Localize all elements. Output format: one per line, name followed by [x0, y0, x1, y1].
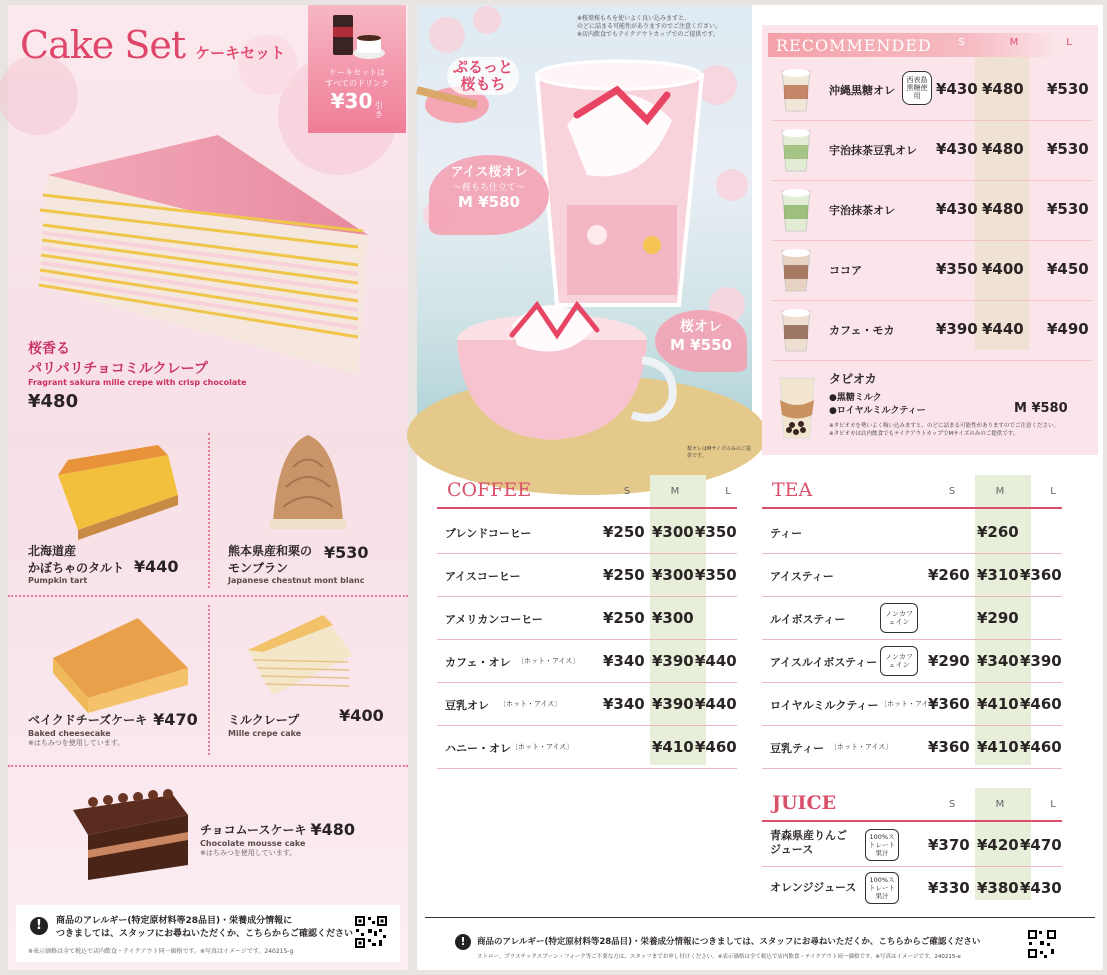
allergy-line2: つきましては、スタッフにお尋ねいただくか、こちらからご確認ください [56, 929, 354, 939]
drink-cup-photo [774, 185, 818, 235]
price-l: ¥490 [1047, 320, 1089, 338]
featured-name-line2: パリパリチョコミルクレープ [28, 361, 208, 377]
recommended-section [762, 25, 1098, 455]
price-s: ¥250 [603, 609, 645, 627]
recommended-item-name: ココア [829, 264, 862, 277]
cake-note: ※はちみつを使用しています。 [200, 849, 297, 857]
size-l: L [1050, 486, 1056, 497]
size-l: L [1066, 37, 1072, 48]
drink-discount-suffix: 引き [374, 101, 383, 119]
price-m: ¥480 [982, 80, 1024, 98]
row-divider [772, 240, 1092, 241]
cake-card-1 [228, 542, 369, 585]
coffee-section [437, 475, 742, 775]
hot-ice-tag: 〔ホット・アイス〕 [499, 700, 562, 708]
price-m: ¥410 [977, 738, 1019, 756]
promo-drink2-price: M ¥550 [670, 336, 732, 354]
right-allergy-text: 商品のアレルギー(特定原材料等28品目)・栄養成分情報につきましては、スタッフにお尋ねいただくか、こちらからご確認ください [477, 937, 981, 947]
origin-badge: 西表島黒糖使用 [902, 71, 932, 105]
promo-catch [447, 57, 519, 95]
price-m: ¥310 [977, 566, 1019, 584]
straight-juice-badge: 100%ストレート果汁 [865, 872, 899, 904]
tea-section [762, 475, 1067, 775]
promo-drink1-sub: 〜桜もち仕立て〜 [452, 183, 525, 193]
coffee-item [437, 726, 737, 769]
cake-card-3 [228, 706, 384, 738]
price-s: ¥250 [603, 566, 645, 584]
price-l: ¥530 [1047, 140, 1089, 158]
cake-name-line1: 北海道産 [28, 544, 77, 558]
tapioca-option2: ●ロイヤルミルクティー [829, 406, 926, 416]
cake-name-line1: 熊本県産和栗の [228, 544, 313, 558]
cake-card-4 [200, 820, 355, 858]
cake-name-en: Mille crepe cake [228, 729, 302, 738]
price-m: ¥480 [982, 200, 1024, 218]
row-divider [772, 120, 1092, 121]
price-m: ¥410 [977, 695, 1019, 713]
tapioca-price: M ¥580 [1014, 401, 1068, 416]
drink-cup-photo [774, 245, 818, 295]
drink-note-line1: ケーキセットは [329, 68, 385, 77]
price-s: ¥430 [936, 80, 978, 98]
qr-code-icon[interactable] [1027, 929, 1057, 959]
price-l: ¥460 [695, 738, 737, 756]
recommended-size-header [939, 37, 1099, 48]
sakura-mille-crepe-photo [18, 115, 398, 375]
drink-cup-photo [774, 305, 818, 355]
juice-item [762, 867, 1062, 910]
divider-vertical [208, 605, 210, 755]
juice-item-name [770, 829, 847, 857]
baked-cheesecake-photo [48, 613, 198, 703]
coffee-item [437, 683, 737, 726]
cake-set-panel [8, 5, 408, 970]
cake-name-line2: ベイクドチーズケーキ [28, 713, 148, 727]
row-divider [437, 768, 737, 769]
price-l: ¥460 [1020, 695, 1062, 713]
coffee-item-name: ハニー・オレ [445, 742, 511, 755]
row-divider [762, 768, 1062, 769]
coffee-item-name: アイスコーヒー [445, 570, 521, 583]
price-s: ¥360 [928, 695, 970, 713]
coffee-size-header [607, 486, 753, 497]
price-l: ¥360 [1020, 566, 1062, 584]
promo-note-line2: のどに詰まる可能性がありますのでご注意ください。 [577, 23, 722, 30]
coffee-item [437, 640, 737, 683]
price-s: ¥250 [603, 523, 645, 541]
tapioca-notes [829, 422, 1094, 438]
divider-horizontal [8, 765, 408, 767]
cake-name-en: Japanese chestnut mont blanc [228, 576, 365, 585]
tea-item-name: ロイヤルミルクティー [770, 699, 879, 712]
size-s: S [948, 486, 956, 497]
recommended-title: RECOMMENDED [776, 35, 932, 55]
price-m: ¥340 [977, 652, 1019, 670]
mille-crepe-photo [243, 610, 363, 700]
cake-set-title: Cake Set [20, 23, 186, 67]
drink-cup-photo [774, 65, 818, 115]
size-m: M [995, 799, 1005, 810]
tea-item [762, 511, 1062, 554]
price-l: ¥460 [1020, 738, 1062, 756]
size-s: S [958, 37, 965, 48]
size-m: M [995, 486, 1005, 497]
right-footnote: ストロー、プラスチックスプーン・フォーク等ご不要な方は、スタッフまでお申し付けください。※表示価格は全て税込で店内飲食・テイクアウト同一価格です。※写真はイメージです。240215-e [477, 954, 961, 960]
mont-blanc-photo [258, 427, 358, 537]
recommended-item [762, 123, 1098, 179]
tea-item [762, 640, 1062, 683]
row-divider [772, 360, 1092, 361]
coffee-item [437, 597, 737, 640]
coffee-header-rule [437, 507, 737, 509]
price-s: ¥290 [928, 652, 970, 670]
tea-item [762, 554, 1062, 597]
sakura-drink-promo [417, 5, 752, 459]
cake-name-en: Baked cheesecake [28, 729, 111, 738]
tapioca-option1: ●黒糖ミルク [829, 393, 882, 403]
coffee-item [437, 511, 737, 554]
price-s: ¥260 [928, 566, 970, 584]
featured-price: ¥480 [28, 391, 79, 412]
tea-item-name: 豆乳ティー [770, 742, 825, 755]
juice-item [762, 824, 1062, 867]
cake-name-en: Chocolate mousse cake [200, 839, 306, 848]
price-m: ¥390 [652, 695, 694, 713]
promo-drink1-price: M ¥580 [458, 193, 520, 211]
promo-catch-line1: ぷるっと [453, 58, 514, 76]
price-m: ¥260 [977, 523, 1019, 541]
cake-price: ¥440 [134, 557, 179, 576]
drink-discount-value: ¥30 [330, 89, 373, 113]
drink-note-line2: すべてのドリンク [325, 79, 389, 88]
price-m: ¥300 [652, 523, 694, 541]
tea-item-name: アイスルイボスティー [770, 656, 878, 669]
chocolate-mousse-cake-photo [63, 780, 193, 880]
price-m: ¥380 [977, 879, 1019, 897]
pumpkin-tart-photo [48, 435, 188, 535]
price-s: ¥430 [936, 200, 978, 218]
coffee-item [437, 554, 737, 597]
price-l: ¥430 [1020, 879, 1062, 897]
price-s: ¥340 [603, 695, 645, 713]
tapioca-drink-photo [774, 370, 820, 440]
size-l: L [725, 486, 731, 497]
allergy-line1: 商品のアレルギー(特定原材料等28品目)・栄養成分情報に [56, 916, 293, 926]
cake-name-line2: モンブラン [228, 561, 289, 575]
coffee-item-name: アメリカンコーヒー [445, 613, 543, 626]
hot-ice-tag: 〔ホット・アイス〕 [830, 743, 893, 751]
size-s: S [623, 486, 631, 497]
promo-drink2-tag [655, 310, 747, 372]
tapioca-name: タピオカ [829, 372, 877, 386]
recommended-item-name: 宇治抹茶豆乳オレ [829, 144, 917, 157]
tea-item-name: ティー [770, 527, 803, 540]
cake-note: ※はちみつを使用しています。 [28, 739, 125, 747]
featured-name-en: Fragrant sakura mille crepe with crisp chocolate [28, 378, 247, 387]
price-s: ¥350 [936, 260, 978, 278]
divider-horizontal [8, 595, 408, 597]
promo-notes [577, 15, 721, 39]
price-l: ¥390 [1020, 652, 1062, 670]
recommended-item-name: カフェ・モカ [829, 324, 895, 337]
tea-header-rule [762, 507, 1062, 509]
coffee-item-name: カフェ・オレ [445, 656, 511, 669]
price-m: ¥420 [977, 836, 1019, 854]
allergy-footer [16, 905, 400, 962]
cake-set-title-jp: ケーキセット [195, 44, 286, 62]
price-m: ¥300 [652, 609, 694, 627]
juice-header-rule [762, 820, 1062, 822]
tea-item-name: ルイボスティー [770, 613, 846, 626]
promo-drink1-name: アイス桜オレ [450, 165, 528, 180]
price-s: ¥430 [936, 140, 978, 158]
price-l: ¥530 [1047, 80, 1089, 98]
juice-size-header [932, 799, 1078, 810]
tea-size-header [932, 486, 1078, 497]
recommended-item-name: 宇治抹茶オレ [829, 204, 895, 217]
drink-menu-panel [417, 5, 1103, 970]
cake-card-2 [28, 710, 198, 748]
cake-price: ¥530 [324, 543, 369, 562]
warning-icon: ! [455, 934, 471, 950]
row-divider [772, 300, 1092, 301]
cake-price: ¥470 [153, 710, 198, 729]
price-l: ¥450 [1047, 260, 1089, 278]
tapioca-item [762, 370, 1098, 455]
straight-juice-badge: 100%ストレート果汁 [865, 829, 899, 861]
warning-icon: ! [30, 917, 48, 935]
price-m: ¥290 [977, 609, 1019, 627]
tea-item [762, 726, 1062, 769]
hot-ice-tag: 〔ホット・アイス〕 [880, 700, 943, 708]
cake-set-header [20, 23, 285, 67]
row-divider [772, 180, 1092, 181]
tapioca-note2: ※タピオカは店内飲食でもテイクアウトカップでMサイズのみのご提供です。 [829, 431, 1019, 437]
promo-photo-note: 桜オレはMサイズのみのご提供です。 [687, 446, 751, 459]
recommended-item [762, 183, 1098, 239]
promo-drink1-tag [429, 155, 549, 235]
tea-item-name: アイスティー [770, 570, 834, 583]
size-m: M [1009, 37, 1019, 48]
size-s: S [948, 799, 956, 810]
cake-card-0 [28, 542, 179, 585]
cake-name-line2: かぼちゃのタルト [28, 561, 125, 575]
price-l: ¥470 [1020, 836, 1062, 854]
non-caffeine-badge: ノンカフェイン [880, 646, 918, 676]
cake-price: ¥400 [339, 706, 384, 725]
allergy-text [56, 915, 353, 941]
price-m: ¥410 [652, 738, 694, 756]
price-l: ¥350 [695, 566, 737, 584]
coffee-cup-icon [327, 11, 387, 65]
juice-section [762, 788, 1067, 908]
coffee-title: COFFEE [447, 479, 532, 501]
coffee-item-name: ブレンドコーヒー [445, 527, 532, 540]
price-m: ¥440 [982, 320, 1024, 338]
promo-note-line3: ※店内飲食でもテイクアウトカップでのご提供です。 [577, 31, 719, 38]
non-caffeine-badge: ノンカフェイン [880, 603, 918, 633]
juice-name-line1: 青森県産りんご [770, 829, 847, 842]
footnote: ※表示価格は全て税込で店内飲食・テイクアウト同一価格です。※写真はイメージです。240215-g [28, 948, 294, 955]
hot-ice-tag: 〔ホット・アイス〕 [517, 657, 580, 665]
tea-title: TEA [772, 479, 813, 501]
drink-cup-photo [774, 125, 818, 175]
cake-name-line2: ミルクレープ [228, 713, 300, 727]
price-l: ¥530 [1047, 200, 1089, 218]
coffee-item-name: 豆乳オレ [445, 699, 489, 712]
price-m: ¥480 [982, 140, 1024, 158]
price-s: ¥370 [928, 836, 970, 854]
price-l: ¥440 [695, 652, 737, 670]
tea-item [762, 683, 1062, 726]
price-m: ¥400 [982, 260, 1024, 278]
price-l: ¥350 [695, 523, 737, 541]
size-l: L [1050, 799, 1056, 810]
cake-name-en: Pumpkin tart [28, 576, 88, 585]
right-footer-rule [425, 917, 1095, 918]
price-s: ¥390 [936, 320, 978, 338]
size-m: M [670, 486, 680, 497]
price-l: ¥440 [695, 695, 737, 713]
promo-note-line1: ※桜葉桜もちを使いよく良い込みますと、 [577, 15, 691, 22]
recommended-item [762, 303, 1098, 359]
recommended-item [762, 63, 1098, 119]
juice-title: JUICE [772, 792, 837, 814]
juice-name-line1: オレンジジュース [770, 881, 857, 894]
hot-ice-tag: 〔ホット・アイス〕 [511, 743, 574, 751]
tea-item [762, 597, 1062, 640]
price-s: ¥340 [603, 652, 645, 670]
drink-discount-badge [308, 5, 406, 133]
cake-name-line2: チョコムースケーキ [200, 823, 307, 837]
juice-item-name [770, 881, 856, 895]
price-s: ¥360 [928, 738, 970, 756]
qr-code-icon[interactable] [354, 915, 388, 949]
tapioca-note1: ※タピオカを勢いよく吸い込みますと、のどに詰まる可能性がありますのでご注意ください。 [829, 423, 1059, 429]
featured-name-line1: 桜香る [28, 341, 70, 357]
price-m: ¥390 [652, 652, 694, 670]
divider-vertical [208, 433, 210, 588]
juice-name-line2: ジュース [770, 843, 814, 856]
recommended-item [762, 243, 1098, 299]
price-m: ¥300 [652, 566, 694, 584]
promo-drink2-name: 桜オレ [680, 319, 722, 335]
cake-price: ¥480 [310, 820, 355, 839]
promo-catch-line2: 桜もち [460, 75, 506, 93]
featured-cake [28, 338, 247, 412]
price-s: ¥330 [928, 879, 970, 897]
recommended-item-name: 沖縄黒糖オレ [829, 84, 895, 97]
